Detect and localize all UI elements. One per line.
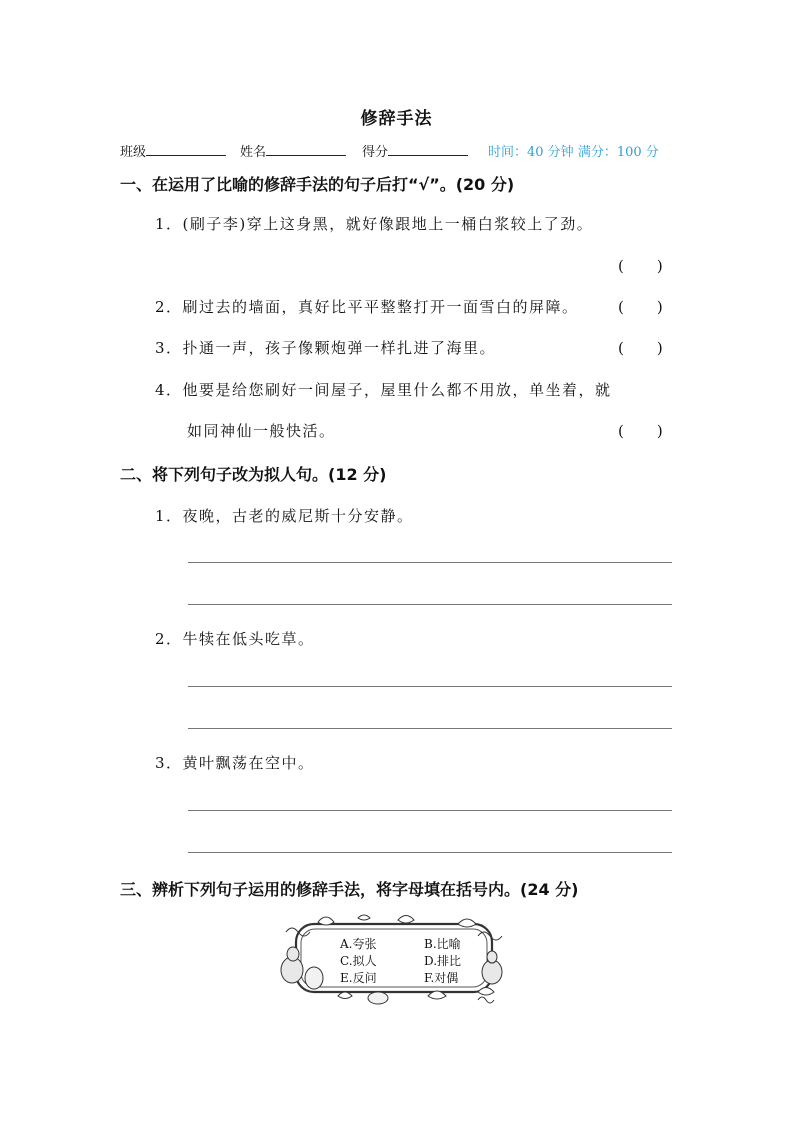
section-2-heading: 二、将下列句子改为拟人句。(12 分) bbox=[120, 465, 387, 484]
option-d: D.排比 bbox=[424, 954, 462, 968]
answer-line[interactable] bbox=[188, 686, 672, 687]
class-field bbox=[120, 141, 226, 160]
section-3-heading: 三、辨析下列句子运用的修辞手法，将字母填在括号内。(24 分) bbox=[120, 880, 579, 899]
section-1-item-4-answer[interactable]: ( ) bbox=[618, 422, 664, 440]
name-label: 姓名 bbox=[240, 145, 267, 160]
score-blank[interactable] bbox=[388, 143, 468, 156]
option-b: B.比喻 bbox=[424, 937, 461, 951]
option-f: F.对偶 bbox=[424, 971, 459, 985]
class-blank[interactable] bbox=[146, 143, 226, 156]
section-1-item-2: 2．刷过去的墙面，真好比平平整整打开一面雪白的屏障。 bbox=[155, 298, 579, 316]
answer-line[interactable] bbox=[188, 728, 672, 729]
page-title: 修辞手法 bbox=[360, 109, 433, 129]
option-c: C.拟人 bbox=[340, 954, 377, 968]
name-blank[interactable] bbox=[266, 143, 346, 156]
vine-border-illustration bbox=[278, 912, 510, 1006]
score-field bbox=[362, 141, 468, 160]
option-e: E.反问 bbox=[340, 971, 377, 985]
section-1-item-3: 3．扑通一声，孩子像颗炮弹一样扎进了海里。 bbox=[155, 339, 497, 357]
score-label: 得分 bbox=[362, 145, 389, 160]
time-text: 时间：40 分钟 bbox=[488, 145, 574, 160]
options-vine-frame bbox=[278, 912, 510, 1006]
section-1-item-4: 4．他要是给您刷好一间屋子，屋里什么都不用放，单坐着，就 bbox=[155, 381, 612, 399]
section-2-item-1: 1．夜晚，古老的威尼斯十分安静。 bbox=[155, 507, 414, 525]
section-1-item-2-answer[interactable]: ( ) bbox=[618, 298, 664, 316]
section-1-item-4-continuation: 如同神仙一般快活。 bbox=[187, 422, 336, 440]
answer-line[interactable] bbox=[188, 562, 672, 563]
answer-line[interactable] bbox=[188, 852, 672, 853]
section-1-heading: 一、在运用了比喻的修辞手法的句子后打“√”。(20 分) bbox=[120, 175, 515, 194]
full-score-text: 满分：100 分 bbox=[577, 145, 659, 160]
time-info bbox=[488, 141, 659, 160]
option-a: A.夸张 bbox=[340, 937, 377, 951]
section-2-item-3: 3．黄叶飘荡在空中。 bbox=[155, 754, 315, 772]
section-2-item-2: 2．牛犊在低头吃草。 bbox=[155, 630, 315, 648]
section-1-item-1-answer[interactable]: ( ) bbox=[618, 257, 664, 275]
name-field bbox=[240, 141, 346, 160]
answer-line[interactable] bbox=[188, 604, 672, 605]
section-1-item-1: 1．(刷子李)穿上这身黑，就好像跟地上一桶白浆较上了劲。 bbox=[155, 215, 594, 233]
section-1-item-3-answer[interactable]: ( ) bbox=[618, 339, 664, 357]
class-label: 班级 bbox=[120, 145, 147, 160]
answer-line[interactable] bbox=[188, 810, 672, 811]
